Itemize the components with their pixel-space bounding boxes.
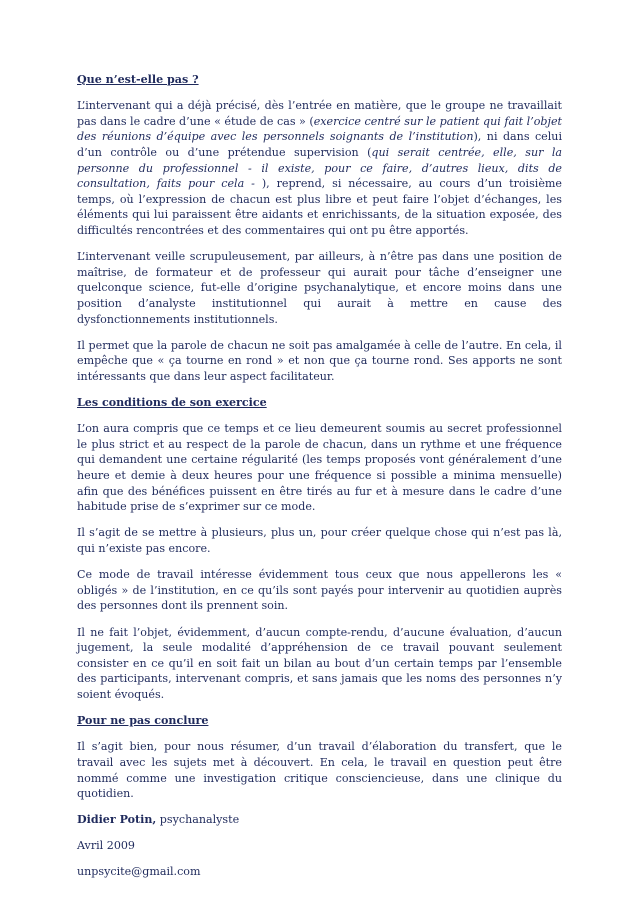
section-heading: Les conditions de son exercice (77, 396, 267, 410)
text-run: Il s’agit bien, pour nous résumer, d’un travail d’élaboration du transfert, que le travail avec les sujets met à découvert. En cela, le travail en question peut être nommé comme une investigation critique consciencieuse, dans une clinique du quotidien. (77, 740, 562, 801)
document-body (77, 72, 562, 802)
author-role: psychanalyste (156, 813, 240, 827)
body-paragraph (77, 567, 562, 614)
body-paragraph (77, 338, 562, 385)
text-run: Il s’agit de se mettre à plusieurs, plus un, pour créer quelque chose qui n’est pas là, qui n’existe pas encore. (77, 526, 562, 555)
text-run: L’intervenant veille scrupuleusement, par ailleurs, à n’être pas dans une position de maîtrise, de formateur et de professeur qui aurait pour tâche d’enseigner une quelconque science, fut-elle d’origine psychanalytique, et encore moins dans une position d’analyste institutionnel qui aurait à mettre en cause des dysfonctionnements institutionnels. (77, 250, 562, 326)
text-run: Ce mode de travail intéresse évidemment tous ceux que nous appellerons les « obligés » de l’institution, en ce qu’ils sont payés pour intervenir au quotidien auprès des personnes dont ils prennent soin. (77, 568, 562, 613)
signature-block (77, 812, 562, 879)
body-paragraph (77, 249, 562, 327)
document-date: Avril 2009 (77, 839, 135, 853)
section-heading: Pour ne pas conclure (77, 714, 209, 728)
body-paragraph (77, 739, 562, 801)
author-email: unpsycite@gmail.com (77, 864, 201, 878)
author-name: Didier Potin, (77, 813, 157, 827)
text-run: ), ni dans celui d’un contrôle ou d’une prétendue supervision ( (77, 130, 562, 159)
section-heading: Que n’est-elle pas ? (77, 73, 199, 86)
signature-line (77, 812, 562, 827)
text-run: L’on aura compris que ce temps et ce lieu demeurent soumis au secret professionnel le plus strict et au respect de la parole de chacun, dans un rythme et une fréquence qui demandent une certaine régularité (les temps proposés vont généralement d’une heure et demie à deux heures pour une fréquence si possible a minima mensuelle) afin que des bénéfices puissent en être tirés au fur et à mesure dans le cadre d’une habitude prise de s’exprimer sur ce mode. (77, 422, 562, 514)
body-paragraph (77, 625, 562, 703)
text-run: Il ne fait l’objet, évidemment, d’aucun compte-rendu, d’aucune évaluation, d’aucun jugement, la seule modalité d’appréhension de ce travail pouvant seulement consister en ce qu’il en soit fait un bilan au bout d’un certain temps par l’ensemble des participants, intervenant compris, et sans jamais que les noms des personnes n’y soient évoqués. (77, 625, 562, 701)
document-page (77, 72, 562, 890)
text-run: L’intervenant qui a déjà précisé, dès l’entrée en matière, que le groupe ne travaillait pas dans le cadre d’une « étude de cas » ( (77, 99, 562, 128)
italic-text-run: exercice centré sur le patient qui fait l’objet des réunions d’équipe avec les personnels soignants de l’institution (77, 114, 562, 144)
text-run: ), reprend, si nécessaire, au cours d’un troisième temps, où l’expression de chacun est plus libre et peut faire l’objet d’échanges, les éléments qui lui paraissent être aidants et enrichissants, de la situation exposée, des difficultés rencontrées et des commentaires qui ont pu être apportés. (77, 177, 562, 237)
body-paragraph (77, 98, 562, 238)
body-paragraph (77, 525, 562, 556)
italic-text-run: qui serait centrée, elle, sur la personne du professionnel - il existe, pour ce faire, d’autres lieux, dits de consultation, faits pour cela - (77, 145, 562, 191)
text-run: Il permet que la parole de chacun ne soit pas amalgamée à celle de l’autre. En cela, il empêche que « ça tourne en rond » et non que ça tourne rond. Ses apports ne sont intéressants que dans leur aspect facilitateur. (77, 338, 562, 383)
body-paragraph (77, 421, 562, 515)
